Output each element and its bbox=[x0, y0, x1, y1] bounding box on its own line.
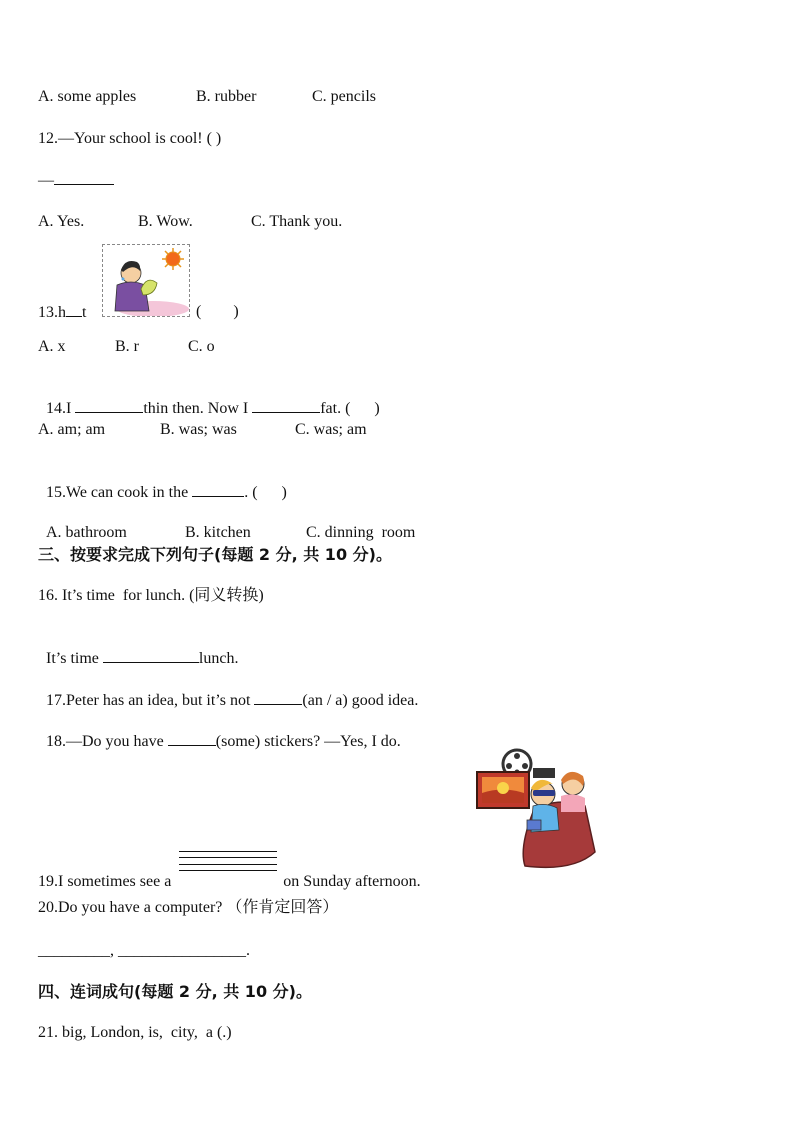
q16-part-1: It’s time bbox=[46, 650, 103, 667]
q13-option-a: A. x bbox=[38, 338, 66, 355]
q21-question: 21. big, London, is, city, a (.) bbox=[38, 1024, 232, 1041]
q13-options bbox=[38, 337, 215, 357]
q12-answer-dash: — bbox=[38, 172, 54, 189]
q15-options bbox=[38, 503, 415, 543]
q12-option-a: A. Yes. bbox=[38, 213, 85, 230]
cinema-illustration bbox=[473, 748, 601, 872]
q18-blank bbox=[168, 731, 216, 746]
q14-option-c: C. was; am bbox=[295, 421, 367, 438]
q12-answer-blank bbox=[54, 170, 114, 185]
q11-options bbox=[38, 87, 376, 107]
q11-option-a: A. some apples bbox=[38, 88, 137, 105]
q15-part-1: 15.We can cook in the bbox=[46, 484, 193, 501]
q14-option-a: A. am; am bbox=[38, 421, 106, 438]
q18-question bbox=[38, 711, 401, 752]
q13-blank bbox=[66, 302, 82, 317]
q14-blank-1 bbox=[75, 398, 143, 413]
q17-part-1: 17.Peter has an idea, but it’s not bbox=[46, 692, 255, 709]
q17-blank bbox=[254, 690, 302, 705]
q11-option-b: B. rubber bbox=[196, 88, 257, 105]
q13-prefix: 13.h bbox=[38, 304, 66, 321]
q17-question bbox=[38, 670, 418, 711]
q14-options bbox=[38, 420, 367, 440]
q19-question bbox=[38, 856, 421, 892]
q14-part-1: 14.I bbox=[46, 400, 76, 417]
q17-part-2: (an / a) good idea. bbox=[302, 692, 419, 709]
q13-option-b: B. r bbox=[115, 338, 139, 355]
q15-blank bbox=[192, 482, 244, 497]
q19-part-1: 19.I sometimes see a bbox=[38, 873, 172, 890]
q15-option-c: C. dinning room bbox=[306, 524, 416, 541]
q14-question bbox=[38, 378, 380, 419]
q13-question bbox=[38, 302, 239, 323]
q16-question: 16. It’s time for lunch. (同义转换) bbox=[38, 587, 264, 604]
q19-part-2: on Sunday afternoon. bbox=[283, 873, 421, 890]
q16-part-2: lunch. bbox=[198, 650, 239, 667]
q18-part-1: 18.—Do you have bbox=[46, 733, 168, 750]
section-4-heading: 四、连词成句(每题 2 分, 共 10 分)。 bbox=[38, 982, 312, 1001]
q12-options bbox=[38, 212, 342, 232]
q11-option-c: C. pencils bbox=[312, 88, 376, 105]
cinema-picture bbox=[473, 748, 601, 872]
q14-part-3: fat. ( ) bbox=[320, 400, 380, 417]
q13-suffix: t bbox=[82, 304, 87, 321]
q15-part-2: . ( ) bbox=[244, 484, 287, 501]
q15-option-b: B. kitchen bbox=[185, 524, 251, 541]
q14-part-2: thin then. Now I bbox=[143, 400, 253, 417]
q12-answer-line bbox=[38, 170, 114, 191]
q13-paren: ( ) bbox=[196, 303, 239, 320]
q14-option-b: B. was; was bbox=[160, 421, 237, 438]
hot-weather-picture bbox=[102, 244, 190, 317]
q12-question: 12.—Your school is cool! ( ) bbox=[38, 130, 222, 147]
q13-option-c: C. o bbox=[188, 338, 215, 355]
q15-question bbox=[38, 462, 287, 503]
q19-answer-lines bbox=[179, 856, 277, 886]
q14-blank-2 bbox=[252, 398, 320, 413]
q12-option-c: C. Thank you. bbox=[251, 213, 343, 230]
q12-option-b: B. Wow. bbox=[138, 213, 193, 230]
section-3-heading: 三、按要求完成下列句子(每题 2 分, 共 10 分)。 bbox=[38, 545, 392, 564]
q20-question: 20.Do you have a computer? （作肯定回答） bbox=[38, 899, 339, 916]
q20-answer-line: _________, ________________. bbox=[38, 942, 250, 959]
q16-blank bbox=[103, 648, 199, 663]
q16-answer bbox=[38, 628, 238, 669]
q15-option-a: A. bathroom bbox=[46, 524, 127, 541]
q18-part-2: (some) stickers? —Yes, I do. bbox=[215, 733, 401, 750]
hot-weather-illustration bbox=[103, 245, 189, 316]
